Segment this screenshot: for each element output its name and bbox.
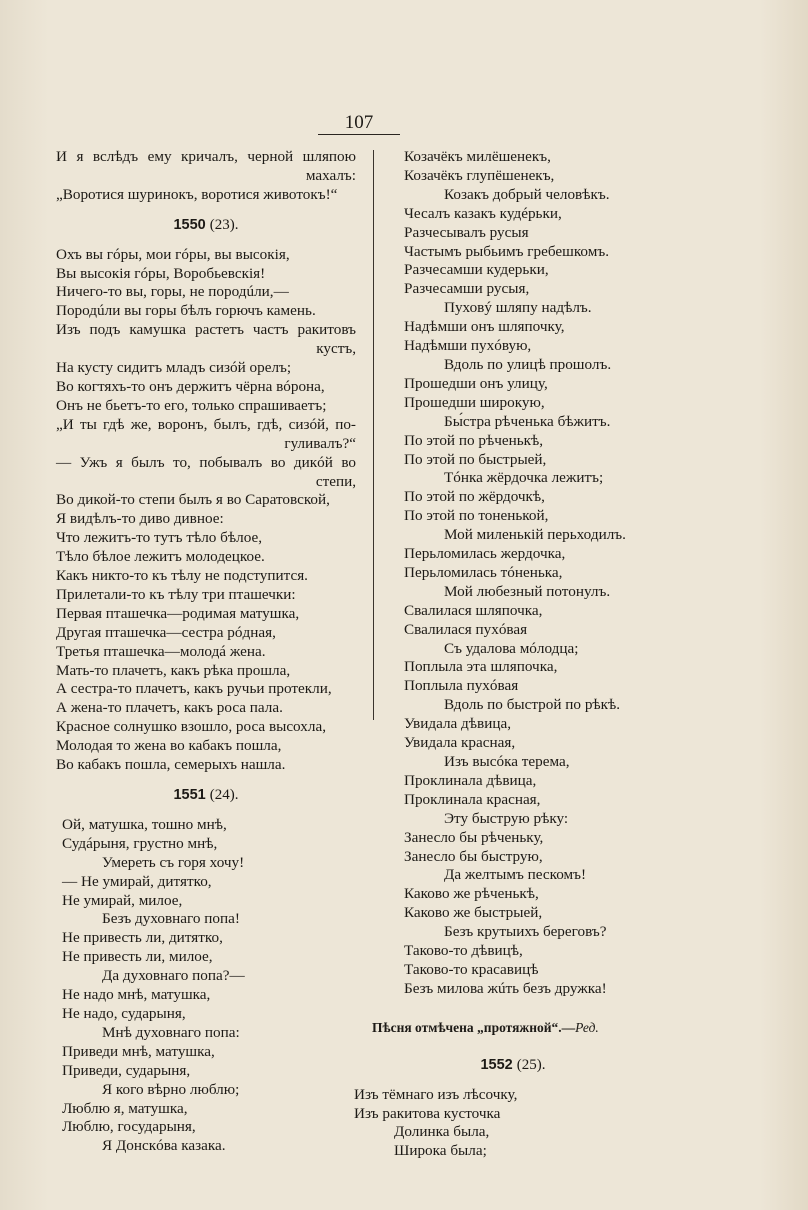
verse-line: — Ужъ я былъ то, побывалъ во дикóй во	[56, 453, 356, 471]
verse-line: Чесалъ казакъ кудéрьки,	[404, 204, 562, 222]
header-rule	[318, 134, 400, 135]
verse-line: Долинка была,	[394, 1123, 490, 1141]
verse-line: Ой, матушка, тошно мнѣ,	[62, 815, 227, 833]
verse-line: Безъ милова жúть безъ дружка!	[404, 979, 607, 997]
verse-line: Люблю я, матушка,	[62, 1099, 188, 1117]
verse-line: Не надо мнѣ, матушка,	[62, 986, 211, 1004]
poem-1551-continued	[372, 148, 634, 999]
verse-line: Каково же быстрыей,	[404, 904, 543, 922]
verse-line: Вдоль по быстрой по рѣкѣ.	[444, 696, 621, 714]
verse-line: По этой по быстрыей,	[404, 450, 547, 468]
verse-line: Надѣмши онъ шляпочку,	[404, 318, 565, 336]
verse-line: Во дикой-то степи былъ я во Саратовской,	[56, 491, 330, 509]
page-number: 107	[344, 112, 374, 133]
verse-line: Я кого вѣрно люблю;	[102, 1080, 240, 1098]
verse-line: Широка была;	[394, 1142, 487, 1160]
verse-line: Козакъ добрый человѣкъ.	[444, 185, 610, 203]
verse-line: Разчесывалъ русыя	[404, 223, 529, 241]
section-heading-1551	[56, 786, 356, 805]
verse-line: Ничего-то вы, горы, не породúли,—	[56, 283, 289, 301]
verse-line: Каково же рѣченькѣ,	[404, 885, 539, 903]
section-number: 1550	[173, 216, 206, 233]
verse-line: Свалилася шляпочка,	[404, 601, 543, 619]
verse-line: А сестра-то плачетъ, какъ ручьи протекли,	[56, 680, 332, 698]
verse-line: Эту быструю рѣку:	[444, 809, 569, 827]
verse-line: Молодая то жена во кабакъ пошла,	[56, 737, 282, 755]
verse-line: Другая пташечка—сестра рóдная,	[56, 623, 276, 641]
verse-line: Разчесамши кудерьки,	[404, 261, 549, 279]
verse-line: Таково-то дѣвицѣ,	[404, 942, 523, 960]
section-subnumber: (25).	[516, 1056, 546, 1073]
verse-line: Таково-то красавицѣ	[404, 960, 539, 978]
section-subnumber: (23).	[209, 216, 239, 233]
section-number: 1552	[480, 1056, 513, 1073]
poem-1552	[354, 1086, 634, 1162]
verse-line: Не умирай, милое,	[62, 891, 183, 909]
verse-line: Вы высокія гóры, Воробьевскія!	[56, 264, 266, 282]
verse-line: Занесло бы рѣченьку,	[404, 828, 544, 846]
verse-line: Изъ подъ камушка растетъ частъ ракитовъ	[56, 321, 356, 339]
verse-line: На кусту сидитъ младъ сизóй орелъ;	[56, 359, 292, 377]
poem-1550	[56, 246, 356, 775]
verse-line: Мнѣ духовнаго попа:	[102, 1023, 240, 1041]
verse-line: Козачёкъ глупёшенекъ,	[404, 166, 555, 184]
verse-line: Мой миленькій перьходилъ.	[444, 526, 626, 544]
verse-line: Съ удалова мóлодца;	[444, 639, 579, 657]
left-column	[56, 148, 356, 1156]
verse-line: Изъ тёмнаго изъ лѣсочку,	[354, 1085, 518, 1103]
verse-line: Да желтымъ пескомъ!	[444, 866, 587, 884]
section-number: 1551	[173, 787, 206, 803]
verse-line: степи,	[315, 472, 356, 490]
editor-note	[372, 1019, 634, 1038]
verse-line: Прошедши онъ улицу,	[404, 374, 548, 392]
verse-line: По этой по тоненькой,	[404, 507, 549, 525]
verse-line: Охъ вы гóры, мои гóры, вы высокія,	[56, 245, 290, 263]
verse-line: Не привесть ли, милое,	[62, 948, 213, 966]
verse-line: Перьломилась жердочка,	[404, 545, 566, 563]
verse-line: Во кабакъ пошла, семерыхъ нашла.	[56, 756, 286, 774]
verse-line: Проклинала дѣвица,	[404, 771, 537, 789]
right-column	[354, 148, 634, 1161]
verse-line: Увидала красная,	[404, 734, 516, 752]
verse-line: гуливалъ?“	[284, 434, 356, 452]
verse-line: Не привесть ли, дитятко,	[62, 929, 223, 947]
section-subnumber: (24).	[209, 787, 239, 803]
verse-line: — Не умирай, дитятко,	[62, 872, 212, 890]
verse-line: кустъ,	[316, 340, 356, 358]
verse-line: Вдоль по улицѣ прошолъ.	[444, 355, 612, 373]
verse-line: Онъ не бьетъ-то его, только спрашиваетъ;	[56, 396, 327, 414]
verse-line: А жена-то плачетъ, какъ роса пала.	[56, 699, 283, 717]
verse-line: Свалилася пухóвая	[404, 620, 528, 638]
verse-line: По этой по рѣченькѣ,	[404, 431, 544, 449]
verse-line: Безъ духовнаго попа!	[102, 910, 240, 928]
intro-line: махалъ:	[305, 166, 356, 184]
verse-line: Мать-то плачетъ, какъ рѣка прошла,	[56, 661, 291, 679]
verse-line: Породúли вы горы бѣлъ горючъ камень.	[56, 302, 316, 320]
verse-line: Приведи мнѣ, матушка,	[62, 1042, 215, 1060]
editor-note-text: Пѣсня отмѣчена „протяжной“.—	[372, 1019, 576, 1035]
verse-line: Перьломилась тóненька,	[404, 563, 563, 581]
verse-line: Во когтяхъ-то онъ держитъ чёрна вóрона,	[56, 377, 325, 395]
verse-line: Поплыла эта шляпочка,	[404, 658, 558, 676]
verse-line: Да духовнаго попа?—	[102, 967, 245, 985]
verse-line: Пуховý шляпу надѣлъ.	[444, 299, 592, 317]
verse-line: Проклинала красная,	[404, 790, 541, 808]
verse-line: Приведи, сударыня,	[62, 1061, 191, 1079]
verse-line: Тѣло бѣлое лежитъ молодецкое.	[56, 548, 265, 566]
verse-line: Занесло бы быструю,	[404, 847, 543, 865]
verse-line: Мой любезный потонулъ.	[444, 582, 611, 600]
verse-line: Частымъ рыбьимъ гребешкомъ.	[404, 242, 609, 260]
verse-line: Безъ крутыихъ береговъ?	[444, 923, 607, 941]
verse-line: Что лежитъ-то тутъ тѣло бѣлое,	[56, 529, 263, 547]
verse-line: Прилетали-то къ тѣлу три пташечки:	[56, 585, 296, 603]
verse-line: Люблю, государыня,	[62, 1118, 196, 1136]
verse-line: Изъ высóка терема,	[444, 753, 570, 770]
section-heading-1552	[372, 1056, 634, 1075]
verse-line: Прошедши широкую,	[404, 393, 545, 411]
verse-line: Изъ ракитова кусточка	[354, 1104, 501, 1122]
verse-line: Я Донскóва казака.	[102, 1137, 226, 1155]
verse-line: Какъ никто-то къ тѣлу не подступится.	[56, 567, 308, 585]
verse-line: „И ты гдѣ же, воронъ, былъ, гдѣ, сизóй, по-	[56, 415, 356, 433]
editor-note-abbrev: Ред.	[575, 1019, 599, 1035]
verse-line: Судáрыня, грустно мнѣ,	[62, 834, 218, 852]
verse-line: Поплыла пухóвая	[404, 677, 519, 695]
verse-line: Бы́стра рѣченька бѣжитъ.	[444, 412, 611, 430]
verse-line: Козачёкъ милёшенекъ,	[404, 148, 551, 165]
verse-line: По этой по жёрдочкѣ,	[404, 488, 545, 506]
verse-line: Увидала дѣвица,	[404, 715, 511, 733]
verse-line: Тóнка жёрдочка лежитъ;	[444, 469, 604, 487]
verse-line: Я видѣлъ-то диво дивное:	[56, 510, 224, 528]
intro-line: И я вслѣдъ ему кричалъ, черной шляпою	[56, 148, 356, 165]
verse-line: Не надо, сударыня,	[62, 1004, 186, 1022]
verse-line: Разчесамши русыя,	[404, 280, 530, 298]
verse-line: Первая пташечка—родимая матушка,	[56, 604, 300, 622]
intro-line: „Воротися шуринокъ, воротися животокъ!“	[56, 185, 338, 203]
section-heading-1550	[56, 216, 356, 235]
verse-line: Красное солнушко взошло, роса высохла,	[56, 718, 326, 736]
poem-1551	[56, 816, 356, 1156]
verse-line: Умереть съ горя хочу!	[102, 853, 245, 871]
verse-line: Надѣмши пухóвую,	[404, 337, 532, 355]
verse-line: Третья пташечка—молодá жена.	[56, 642, 266, 660]
